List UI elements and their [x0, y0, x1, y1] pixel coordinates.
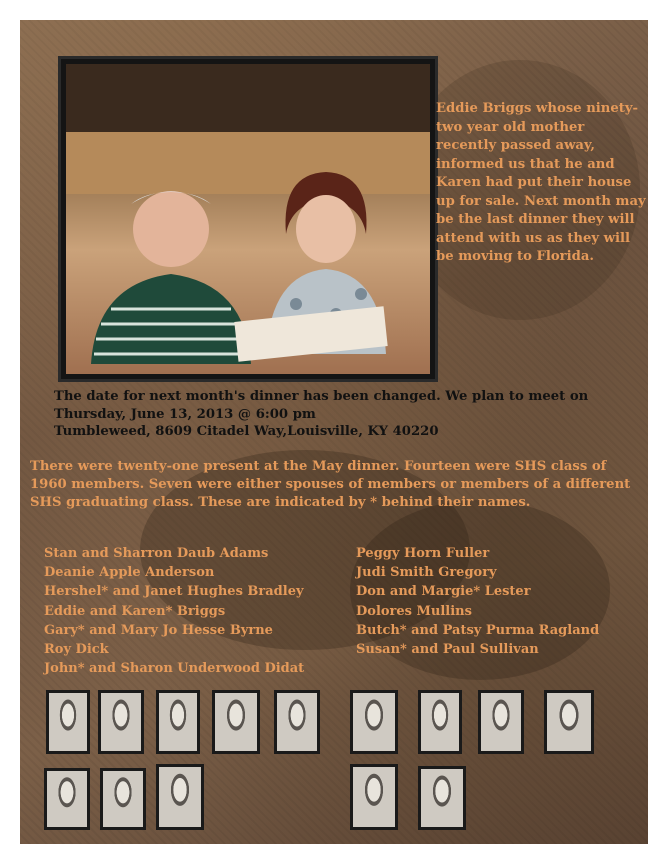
- notice-line-1: The date for next month's dinner has been changed. We plan to meet on: [54, 389, 589, 404]
- yearbook-portrait: [98, 690, 144, 754]
- attendee-name: Gary* and Mary Jo Hesse Byrne: [44, 622, 273, 638]
- yearbook-portrait: [478, 690, 524, 754]
- yearbook-portrait: [156, 690, 200, 754]
- attendee-name: Roy Dick: [44, 642, 109, 658]
- yearbook-portrait: [46, 690, 90, 754]
- dinner-photo-frame: [58, 56, 438, 382]
- photo-ceiling: [66, 64, 430, 132]
- attendee-name: Dolores Mullins: [356, 603, 472, 619]
- yearbook-portrait: [212, 690, 260, 754]
- attendee-name: Judi Smith Gregory: [356, 565, 497, 581]
- attendee-name: Butch* and Patsy Purma Ragland: [356, 622, 600, 638]
- yearbook-portrait: [418, 690, 462, 754]
- attendee-name: Deanie Apple Anderson: [44, 565, 215, 581]
- yearbook-portrait: [350, 690, 398, 754]
- man-figure: [86, 174, 256, 364]
- attendee-name: Peggy Horn Fuller: [356, 546, 490, 561]
- next-dinner-notice: [54, 388, 644, 441]
- yearbook-portrait: [544, 690, 594, 754]
- attendee-name: Susan* and Paul Sullivan: [356, 642, 539, 658]
- attendance-summary: There were twenty-one present at the May dinner. Fourteen were SHS class of 1960 members. Seven were either spouses of members or members of a different SHS graduating class. These are indicated by * behind their names.: [30, 459, 631, 510]
- attendee-name: Stan and Sharron Daub Adams: [44, 546, 269, 561]
- attendee-list-left: [44, 544, 304, 678]
- dinner-photo: [66, 64, 430, 374]
- yearbook-portrait: [350, 764, 398, 830]
- yearbook-portrait: [418, 766, 466, 830]
- attendee-name: Don and Margie* Lester: [356, 584, 531, 600]
- newsletter-page: [20, 20, 648, 844]
- notice-location: Tumbleweed, 8609 Citadel Way,Louisville, KY 40220: [54, 424, 439, 439]
- yearbook-portrait: [274, 690, 320, 754]
- attendee-name: Hershel* and Janet Hughes Bradley: [44, 584, 304, 600]
- briggs-announcement: Eddie Briggs whose ninety-two year old mother recently passed away, informed us that he and Karen had put their house up for sale. Next month may be the last dinner they will attend with us as they will be moving to Florida.: [436, 101, 646, 264]
- yearbook-portrait: [156, 764, 204, 830]
- notice-date: Thursday, June 13, 2013 @ 6:00 pm: [54, 406, 316, 422]
- attendee-name: John* and Sharon Underwood Didat: [44, 661, 305, 677]
- attendee-list-right: [356, 544, 599, 659]
- yearbook-portrait: [44, 768, 90, 830]
- yearbook-portrait: [100, 768, 146, 830]
- attendee-name: Eddie and Karen* Briggs: [44, 603, 226, 619]
